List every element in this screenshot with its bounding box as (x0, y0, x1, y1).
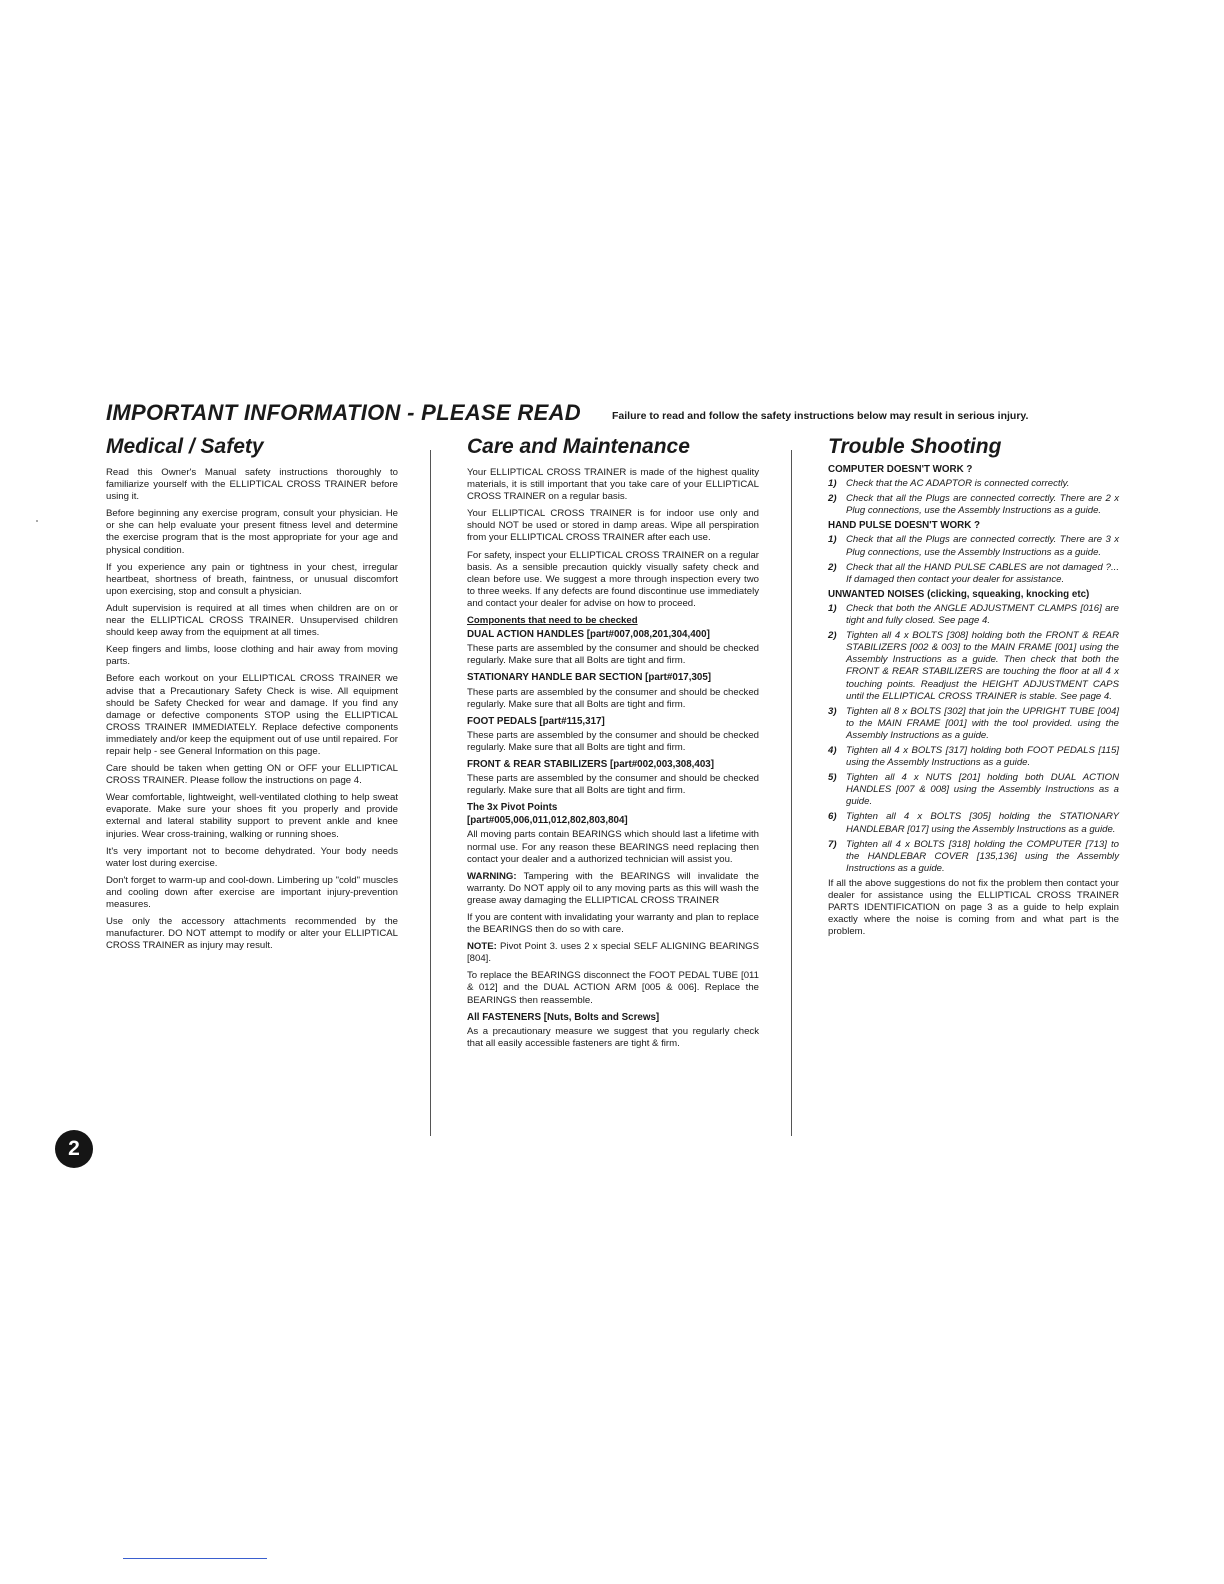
item-text: Tighten all 8 x BOLTS [302] that join the UPRIGHT TUBE [004] to the MAIN FRAME [001] with the tool provided. using the Assembly Instructions as a guide. (846, 705, 1119, 741)
medical-paragraph: It's very important not to become dehydrated. Your body needs water lost during exercise. (106, 845, 398, 869)
component-text: These parts are assembled by the consumer and should be checked regularly. Make sure that all Bolts are tight and firm. (467, 643, 759, 667)
item-number: 1) (828, 602, 837, 614)
medical-paragraph: If you experience any pain or tightness in your chest, irregular heartbeat, shortness of breath, faintness, or unusual discomfort upon exercising, stop and consult a physician. (106, 561, 398, 597)
column-divider (430, 450, 431, 1136)
item-text: Check that all the HAND PULSE CABLES are not damaged ?... If damaged then contact your dealer for assistance. (846, 561, 1119, 585)
pivot-heading: The 3x Pivot Points (467, 802, 558, 814)
item-number: 6) (828, 811, 837, 823)
item-number: 5) (828, 772, 837, 784)
item-text: Tighten all 4 x BOLTS [305] holding the STATIONARY HANDLEBAR [017] using the Assembly Instructions as a guide. (846, 811, 1119, 835)
item-number: 1) (828, 534, 837, 546)
safety-warning: Failure to read and follow the safety instructions below may result in serious injury. (612, 410, 1029, 422)
fasteners-heading: All FASTENERS [Nuts, Bolts and Screws] (467, 1011, 660, 1023)
medical-paragraph: Use only the accessory attachments recommended by the manufacturer. DO NOT attempt to modify or alter your ELLIPTICAL CROSS TRAINER as injury may result. (106, 916, 398, 952)
list-item (828, 630, 1119, 703)
item-number: 2) (828, 630, 837, 642)
item-text: Tighten all 4 x BOLTS [308] holding both the FRONT & REAR STABILIZERS [002 & 003] to the MAIN FRAME [001] using the Assembly Instructions as a guide. Then check that both the FRONT & REAR STABILIZERS are touching the floor at all 4 x touching points. Readjust the HEIGHT ADJUSTMENT CAPS until the ELLIPTICAL CROSS TRAINER is stable. See page 4. (846, 630, 1119, 702)
item-number: 1) (828, 478, 837, 490)
care-maintenance-title: Care and Maintenance (467, 435, 690, 458)
component-heading: FOOT PEDALS [part#115,317] (467, 715, 605, 727)
list-item (828, 811, 1119, 835)
list-item (828, 493, 1119, 517)
column-divider (791, 450, 792, 1136)
item-text: Check that all the Plugs are connected correctly. There are 3 x Plug connections, use the Assembly Instructions as a guide. (846, 534, 1119, 558)
component-heading: DUAL ACTION HANDLES [part#007,008,201,304,400] (467, 629, 710, 641)
medical-paragraph: Before each workout on your ELLIPTICAL CROSS TRAINER we advise that a Precautionary Safety Check is wise. All equipment should be Safety Checked for wear and damage. If you find any damage or defective components STOP using the ELLIPTICAL CROSS TRAINER IMMEDIATELY. Replace defective components immediately and/or keep the equipment out of use until repaired. For repair help - see General Information on this page. (106, 673, 398, 757)
list-item (828, 772, 1119, 808)
fasteners-text: As a precautionary measure we suggest that you regularly check that all easily accessible fasteners are tight & firm. (467, 1025, 759, 1049)
care-paragraph: Your ELLIPTICAL CROSS TRAINER is made of the highest quality materials, it is still important that you take care of your ELLIPTICAL CROSS TRAINER on a regular basis. (467, 467, 759, 503)
list-item (828, 839, 1119, 875)
item-text: Check that both the ANGLE ADJUSTMENT CLAMPS [016] are tight and fully closed. See page 4. (846, 602, 1119, 627)
medical-safety-title: Medical / Safety (106, 435, 264, 458)
page-number-badge: 2 (55, 1130, 93, 1168)
medical-paragraph: Adult supervision is required at all times when children are on or near the ELLIPTICAL CROSS TRAINER. Unsupervised children should keep away from the equipment at all times. (106, 602, 398, 639)
item-text: Tighten all 4 x BOLTS [318] holding the COMPUTER [713] to the HANDLEBAR COVER [135,136] using the Assembly Instructions as a guide. (846, 838, 1119, 874)
medical-paragraph: Don't forget to warm-up and cool-down. Limbering up "cold" muscles and cooling down after exercise are important injury-prevention measures. (106, 874, 398, 910)
list-item (828, 534, 1119, 558)
component-text: These parts are assembled by the consumer and should be checked regularly. Make sure that all Bolts are tight and firm. (467, 773, 759, 797)
content-paragraph: If you are content with invalidating your warranty and plan to replace the BEARINGS then do so with care. (467, 912, 759, 936)
trouble-shooting-column (828, 434, 1119, 943)
warning-label: WARNING: (467, 870, 517, 882)
item-text: Check that all the Plugs are connected correctly. There are 2 x Plug connections, use the Assembly Instructions as a guide. (846, 493, 1119, 517)
components-heading: Components that need to be checked (467, 615, 638, 627)
pivot-text: All moving parts contain BEARINGS which should last a lifetime with normal use. For any reason these BEARINGS need replacing then contact your dealer and a authorized technician will assist you. (467, 829, 759, 865)
care-paragraph: Your ELLIPTICAL CROSS TRAINER is for indoor use only and should NOT be used or stored in damp areas. Wipe all perspiration from your ELLIPTICAL CROSS TRAINER after each use. (467, 508, 759, 544)
list-item (828, 706, 1119, 742)
warning-text: Tampering with the BEARINGS will invalidate the warranty. Do NOT apply oil to any moving parts as this will wash the grease away damaging the ELLIPTICAL CROSS TRAINER (467, 870, 759, 906)
item-text: Tighten all 4 x NUTS [201] holding both DUAL ACTION HANDLES [007 & 008] using the Assembly Instructions as a guide. (846, 772, 1119, 808)
item-text: Tighten all 4 x BOLTS [317] holding both FOOT PEDALS [115] using the Assembly Instructions as a guide. (846, 744, 1119, 769)
item-number: 4) (828, 744, 837, 756)
trouble-list (828, 534, 1119, 585)
trouble-group-heading: COMPUTER DOESN'T WORK ? (828, 464, 973, 475)
item-number: 3) (828, 705, 837, 717)
medical-safety-column (106, 434, 398, 957)
care-paragraph: For safety, inspect your ELLIPTICAL CROSS TRAINER on a regular basis. As a sensible precaution quickly visually safety check and clean before use. We suggest a more through inspection every two to three weeks. If any defects are found discontinue use immediately and contact your dealer for advise on how to proceed. (467, 549, 759, 609)
component-text: These parts are assembled by the consumer and should be checked regularly. Make sure that all Bolts are tight and firm. (467, 729, 759, 753)
list-item (828, 478, 1119, 490)
item-text: Check that the AC ADAPTOR is connected correctly. (846, 478, 1070, 490)
care-maintenance-column (467, 434, 759, 1055)
list-item (828, 745, 1119, 769)
component-text: These parts are assembled by the consumer and should be checked regularly. Make sure that all Bolts are tight and firm. (467, 686, 759, 710)
item-number: 2) (828, 493, 837, 505)
scan-speck (36, 520, 38, 522)
component-heading: FRONT & REAR STABILIZERS [part#002,003,308,403] (467, 758, 714, 770)
trouble-list (828, 478, 1119, 517)
list-item (828, 603, 1119, 627)
medical-paragraph: Before beginning any exercise program, consult your physician. He or she can help evaluate your present fitness level and determine the exercise program that is the most appropriate for your age and physical condition. (106, 508, 398, 556)
pivot-parts-heading: [part#005,006,011,012,802,803,804] (467, 815, 628, 827)
trouble-list (828, 603, 1119, 875)
medical-paragraph: Read this Owner's Manual safety instructions thoroughly to familiarize yourself with the ELLIPTICAL CROSS TRAINER before using it. (106, 467, 398, 503)
trouble-shooting-title: Trouble Shooting (828, 435, 1002, 458)
trouble-group-heading: HAND PULSE DOESN'T WORK ? (828, 520, 981, 532)
trouble-closing: If all the above suggestions do not fix the problem then contact your dealer for assistance using the ELLIPTICAL CROSS TRAINER PARTS IDENTIFICATION on page 3 as a guide to help explain exactly where the noise is coming from and what part is the problem. (828, 877, 1119, 938)
list-item (828, 562, 1119, 586)
note-label: NOTE: (467, 941, 497, 953)
item-number: 2) (828, 561, 837, 573)
footer-rule (123, 1558, 267, 1559)
component-heading: STATIONARY HANDLE BAR SECTION [part#017,305] (467, 672, 712, 684)
replace-paragraph: To replace the BEARINGS disconnect the FOOT PEDAL TUBE [011 & 012] and the DUAL ACTION ARM [005 & 006]. Replace the BEARINGS then reassemble. (467, 970, 759, 1006)
note-paragraph (467, 941, 759, 965)
warning-paragraph (467, 871, 759, 907)
medical-paragraph: Care should be taken when getting ON or OFF your ELLIPTICAL CROSS TRAINER. Please follow the instructions on page 4. (106, 763, 398, 787)
trouble-group-heading: UNWANTED NOISES (clicking, squeaking, knocking etc) (828, 588, 1090, 600)
medical-paragraph: Wear comfortable, lightweight, well-ventilated clothing to help sweat evaporate. Make sure your shoes fit you properly and provide external and lateral stability support to prevent ankle and knee injuries. Wear cross-training, walking or running shoes. (106, 792, 398, 840)
medical-paragraph: Keep fingers and limbs, loose clothing and hair away from moving parts. (106, 644, 398, 668)
page-title: IMPORTANT INFORMATION - PLEASE READ (106, 400, 581, 425)
item-number: 7) (828, 838, 837, 850)
note-text: Pivot Point 3. uses 2 x special SELF ALIGNING BEARINGS [804]. (467, 941, 759, 965)
